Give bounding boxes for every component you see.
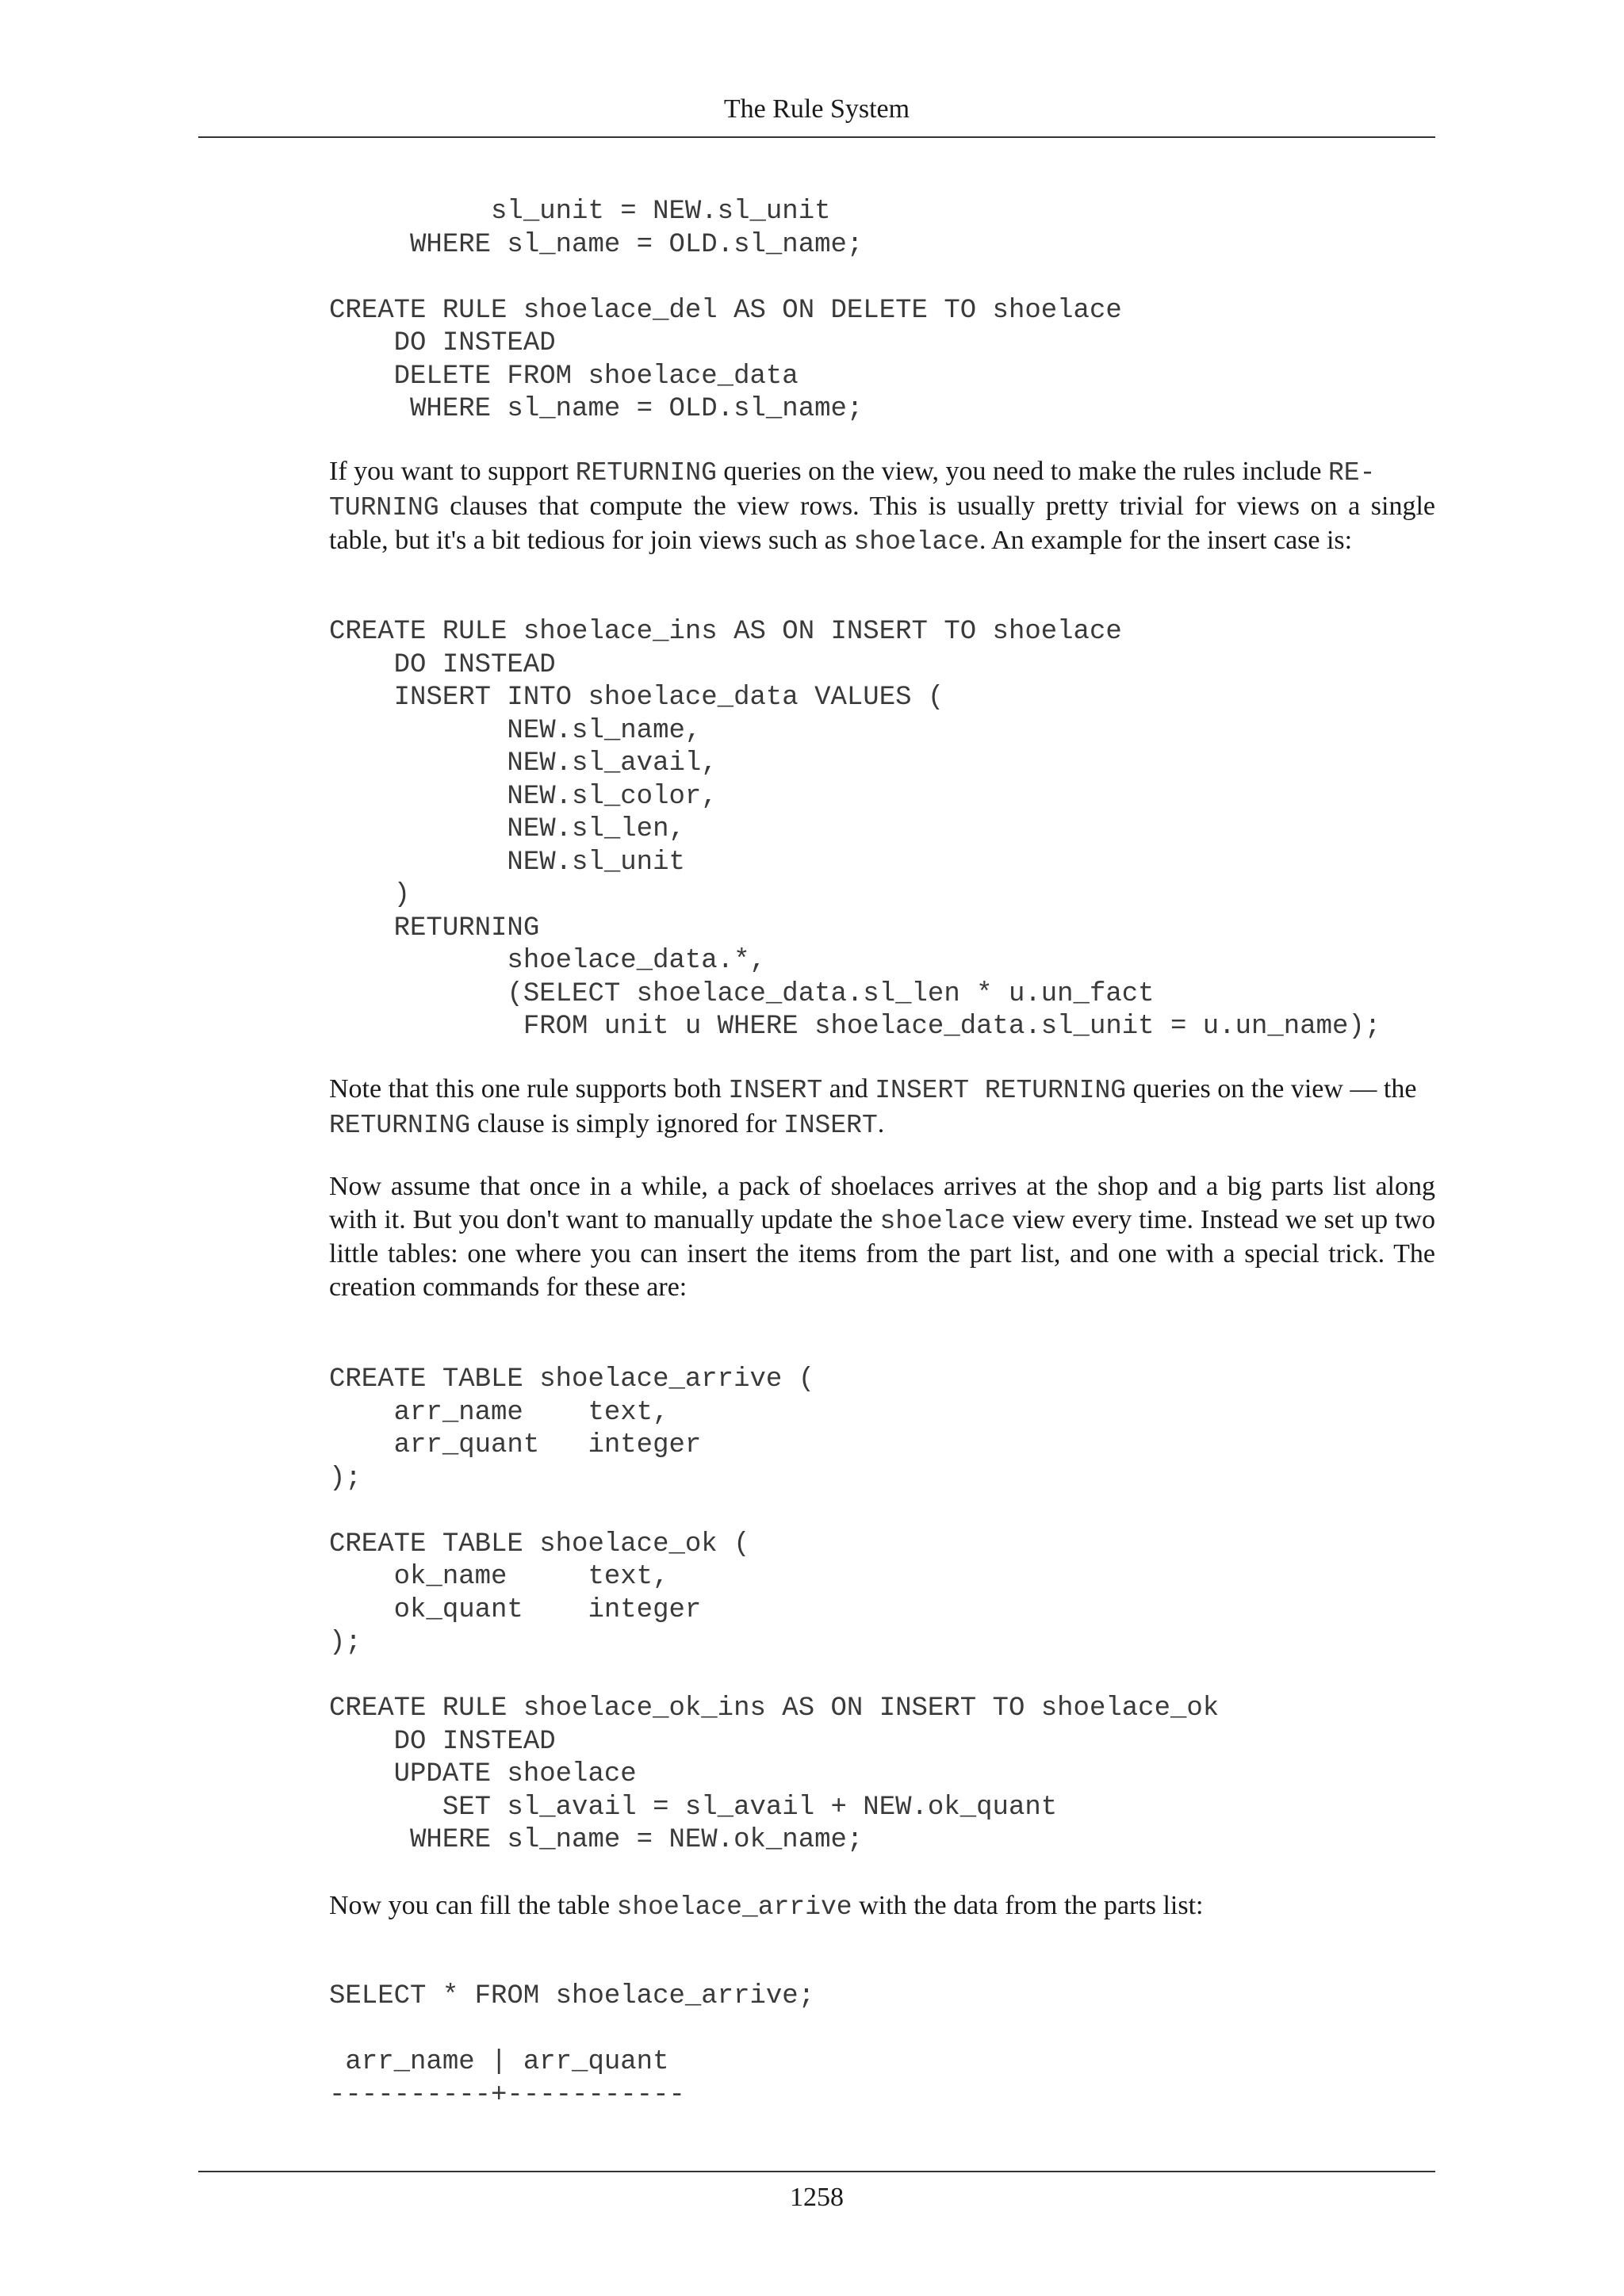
code-block: sl_unit = NEW.sl_unit WHERE sl_name = OLD.sl_name; CREATE RULE shoelace_del AS ON DELETE TO shoelace DO INSTEAD DELETE FROM shoelace_data WHERE sl_name = OLD.sl_name;	[329, 197, 1122, 424]
text-span: .	[877, 1108, 885, 1138]
text-span: If you want to support	[329, 457, 576, 486]
code-block: CREATE TABLE shoelace_arrive ( arr_name text, arr_quant integer ); CREATE TABLE shoelace_ok ( ok_name text, ok_quant integer ); CREATE RULE shoelace_ok_ins AS ON INSERT TO shoelace_ok DO INSTEAD UPDATE shoelace SET sl_avail = sl_avail + NEW.ok_quant WHERE sl_name = NEW.ok_name;	[329, 1364, 1220, 1855]
inline-code: INSERT	[728, 1076, 823, 1105]
inline-code: INSERT	[783, 1110, 878, 1140]
text-span: and	[822, 1074, 875, 1104]
text-span: Note that this one rule supports both	[329, 1074, 729, 1104]
text-span: clause is simply ignored for	[470, 1108, 783, 1138]
running-header: The Rule System	[723, 94, 910, 124]
paragraph	[329, 455, 1435, 559]
paragraph	[329, 1170, 1435, 1303]
page-number: 1258	[790, 2183, 844, 2212]
inline-code: shoelace	[853, 527, 979, 557]
inline-code: RE-	[1327, 458, 1376, 488]
text-span: clauses that compute the view rows. This is usually pretty trivial for views on a single table, but it's a bit tedious for join views such as	[329, 491, 1435, 555]
text-span: Now you can fill the table	[329, 1891, 617, 1920]
inline-code: shoelace	[879, 1206, 1005, 1236]
inline-code: TURNING	[329, 492, 439, 522]
inline-code: RETURNING	[575, 458, 717, 488]
inline-code: RETURNING	[329, 1110, 471, 1140]
footer-rule	[198, 2171, 1435, 2172]
text-span: . An example for the insert case is:	[979, 526, 1353, 555]
inline-code: shoelace_arrive	[616, 1892, 852, 1922]
paragraph	[329, 1073, 1435, 1142]
code-block: CREATE RULE shoelace_ins AS ON INSERT TO shoelace DO INSTEAD INSERT INTO shoelace_data VALUES ( NEW.sl_name, NEW.sl_avail, NEW.sl_color, NEW.sl_len, NEW.sl_unit ) RETURNING shoelace_data.*, (SELECT shoelace_data.sl_len * u.un_fact FROM unit u WHERE shoelace_data.sl_unit = u.un_name);	[329, 617, 1381, 1042]
inline-code: INSERT RETURNING	[875, 1076, 1127, 1105]
text-span: Now assume that once in a while, a pack of shoelaces arrives at the shop and a big parts list along with it. But you don't want to manually update the	[329, 1172, 1435, 1234]
paragraph	[329, 1889, 1435, 1924]
text-span: with the data from the parts list:	[852, 1891, 1204, 1920]
text-span: queries on the view — the	[1126, 1074, 1417, 1104]
text-span: queries on the view, you need to make the rules include	[716, 457, 1328, 486]
header-rule	[198, 136, 1435, 138]
text-span: view every time. Instead we set up two little tables: one where you can insert the items from the part list, and one with a special trick. The creation commands for these are:	[329, 1204, 1435, 1302]
code-block: SELECT * FROM shoelace_arrive; arr_name | arr_quant ----------+-----------	[329, 1981, 815, 2110]
